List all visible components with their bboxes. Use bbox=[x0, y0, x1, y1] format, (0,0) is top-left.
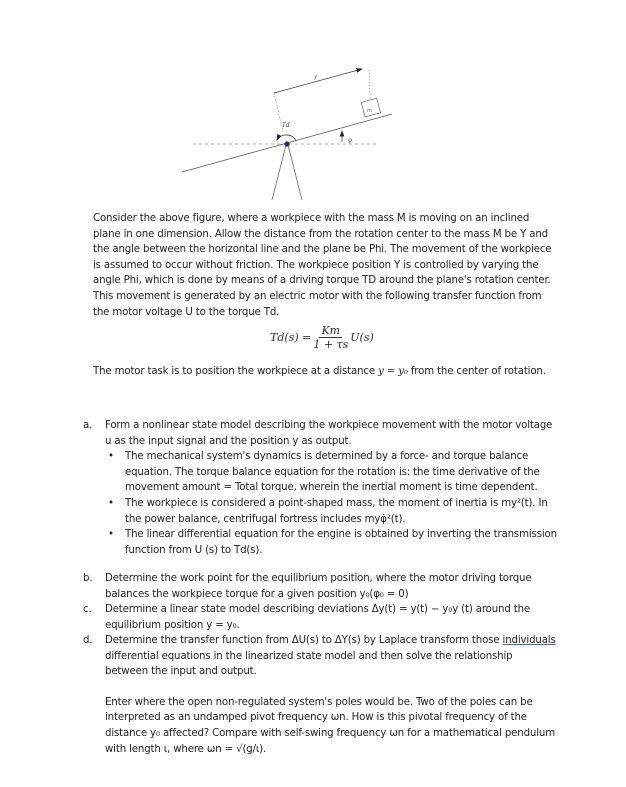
y-arrow bbox=[274, 69, 362, 93]
question-extra-text: Enter where the open non-regulated system's poles would be. Two of the poles can be interpreted as an undamped pivot frequency ωn. How is this pivotal frequency of the distance y₀ affected? Compare with self-swing frequency ωn for a mathematical pendulum with length ι, where ωn = √(g/ι). bbox=[105, 696, 555, 755]
task-text: The motor task is to position the workpiece at a distance bbox=[93, 366, 379, 377]
question-a bbox=[83, 418, 558, 558]
label-m: m bbox=[367, 108, 372, 114]
bullet-item: • The linear differential equation for the engine is obtained by inverting the transmission function from U (s) to Td(s). bbox=[105, 527, 558, 558]
formula-rhs: U(s) bbox=[350, 331, 374, 344]
question-label: a. bbox=[83, 420, 93, 431]
pivot-point bbox=[284, 141, 289, 146]
inclined-plane-figure bbox=[0, 0, 626, 210]
question-c bbox=[83, 602, 558, 633]
intro-paragraph: Consider the above figure, where a workpiece with the mass M is moving on an inclined plane in one dimension. Allow the distance from the rotation center to the mass M be Y and the angle between the horizontal line and the plane be Phi. The movement of the workpiece is assumed to occur without friction. The workpiece position Y is controlled by varying the angle Phi, which is done by means of a driving torque TD around the plane's rotation center. This movement is generated by an electric motor with the following transfer function from the motor voltage U to the torque Td. bbox=[93, 213, 552, 318]
label-td: Td bbox=[282, 122, 290, 129]
task-text-end: from the center of rotation. bbox=[407, 366, 546, 377]
support-leg-left bbox=[272, 145, 286, 200]
formula-denominator: 1 + τs bbox=[313, 338, 349, 351]
torque-arrow bbox=[277, 135, 296, 141]
task-statement bbox=[93, 364, 563, 380]
question-text: Determine the work point for the equilibrium position, where the motor driving torque balances the workpiece torque for a given position y₀(φ₀ = 0) bbox=[105, 573, 532, 600]
bullet-item: • The workpiece is considered a point-shaped mass, the moment of inertia is my²(t). In the power balance, centrifugal fortress includes myφ̇²(t). bbox=[105, 496, 558, 527]
label-phi: φ bbox=[348, 137, 352, 144]
support-leg-right bbox=[288, 145, 302, 200]
question-text: Determine a linear state model describing deviations Δy(t) = y(t) − y₀y (t) around the equilibrium position y = y₀. bbox=[105, 604, 531, 631]
question-text: Determine the transfer function from ΔU(s) to ΔY(s) by Laplace transform those bbox=[105, 635, 503, 646]
formula-numerator: Km bbox=[321, 324, 341, 337]
transfer-function-formula bbox=[270, 324, 374, 351]
label-y: y bbox=[314, 73, 318, 80]
y-dimension-right bbox=[369, 70, 370, 100]
question-text: Form a nonlinear state model describing the workpiece movement with the motor voltage u as the input signal and the position y as output. bbox=[105, 420, 553, 447]
question-label: c. bbox=[83, 604, 92, 615]
task-math: y = y₀ bbox=[378, 366, 408, 377]
question-label: d. bbox=[83, 635, 93, 646]
formula-fraction bbox=[313, 324, 348, 351]
formula-lhs: Td(s) = bbox=[270, 331, 312, 344]
spellcheck-word[interactable]: individuals bbox=[502, 635, 556, 646]
question-text-end: differential equations in the linearized state model and then solve the relationship between the input and output. bbox=[105, 650, 513, 678]
bullet-item: • The mechanical system's dynamics is determined by a force- and torque balance equation. The torque balance equation for the rotation is: the time derivative of the movement amount = Total torque, wherein the inertial moment is time dependent. bbox=[105, 449, 558, 496]
question-b bbox=[83, 571, 558, 602]
question-label: b. bbox=[83, 573, 93, 584]
question-d bbox=[83, 633, 558, 757]
